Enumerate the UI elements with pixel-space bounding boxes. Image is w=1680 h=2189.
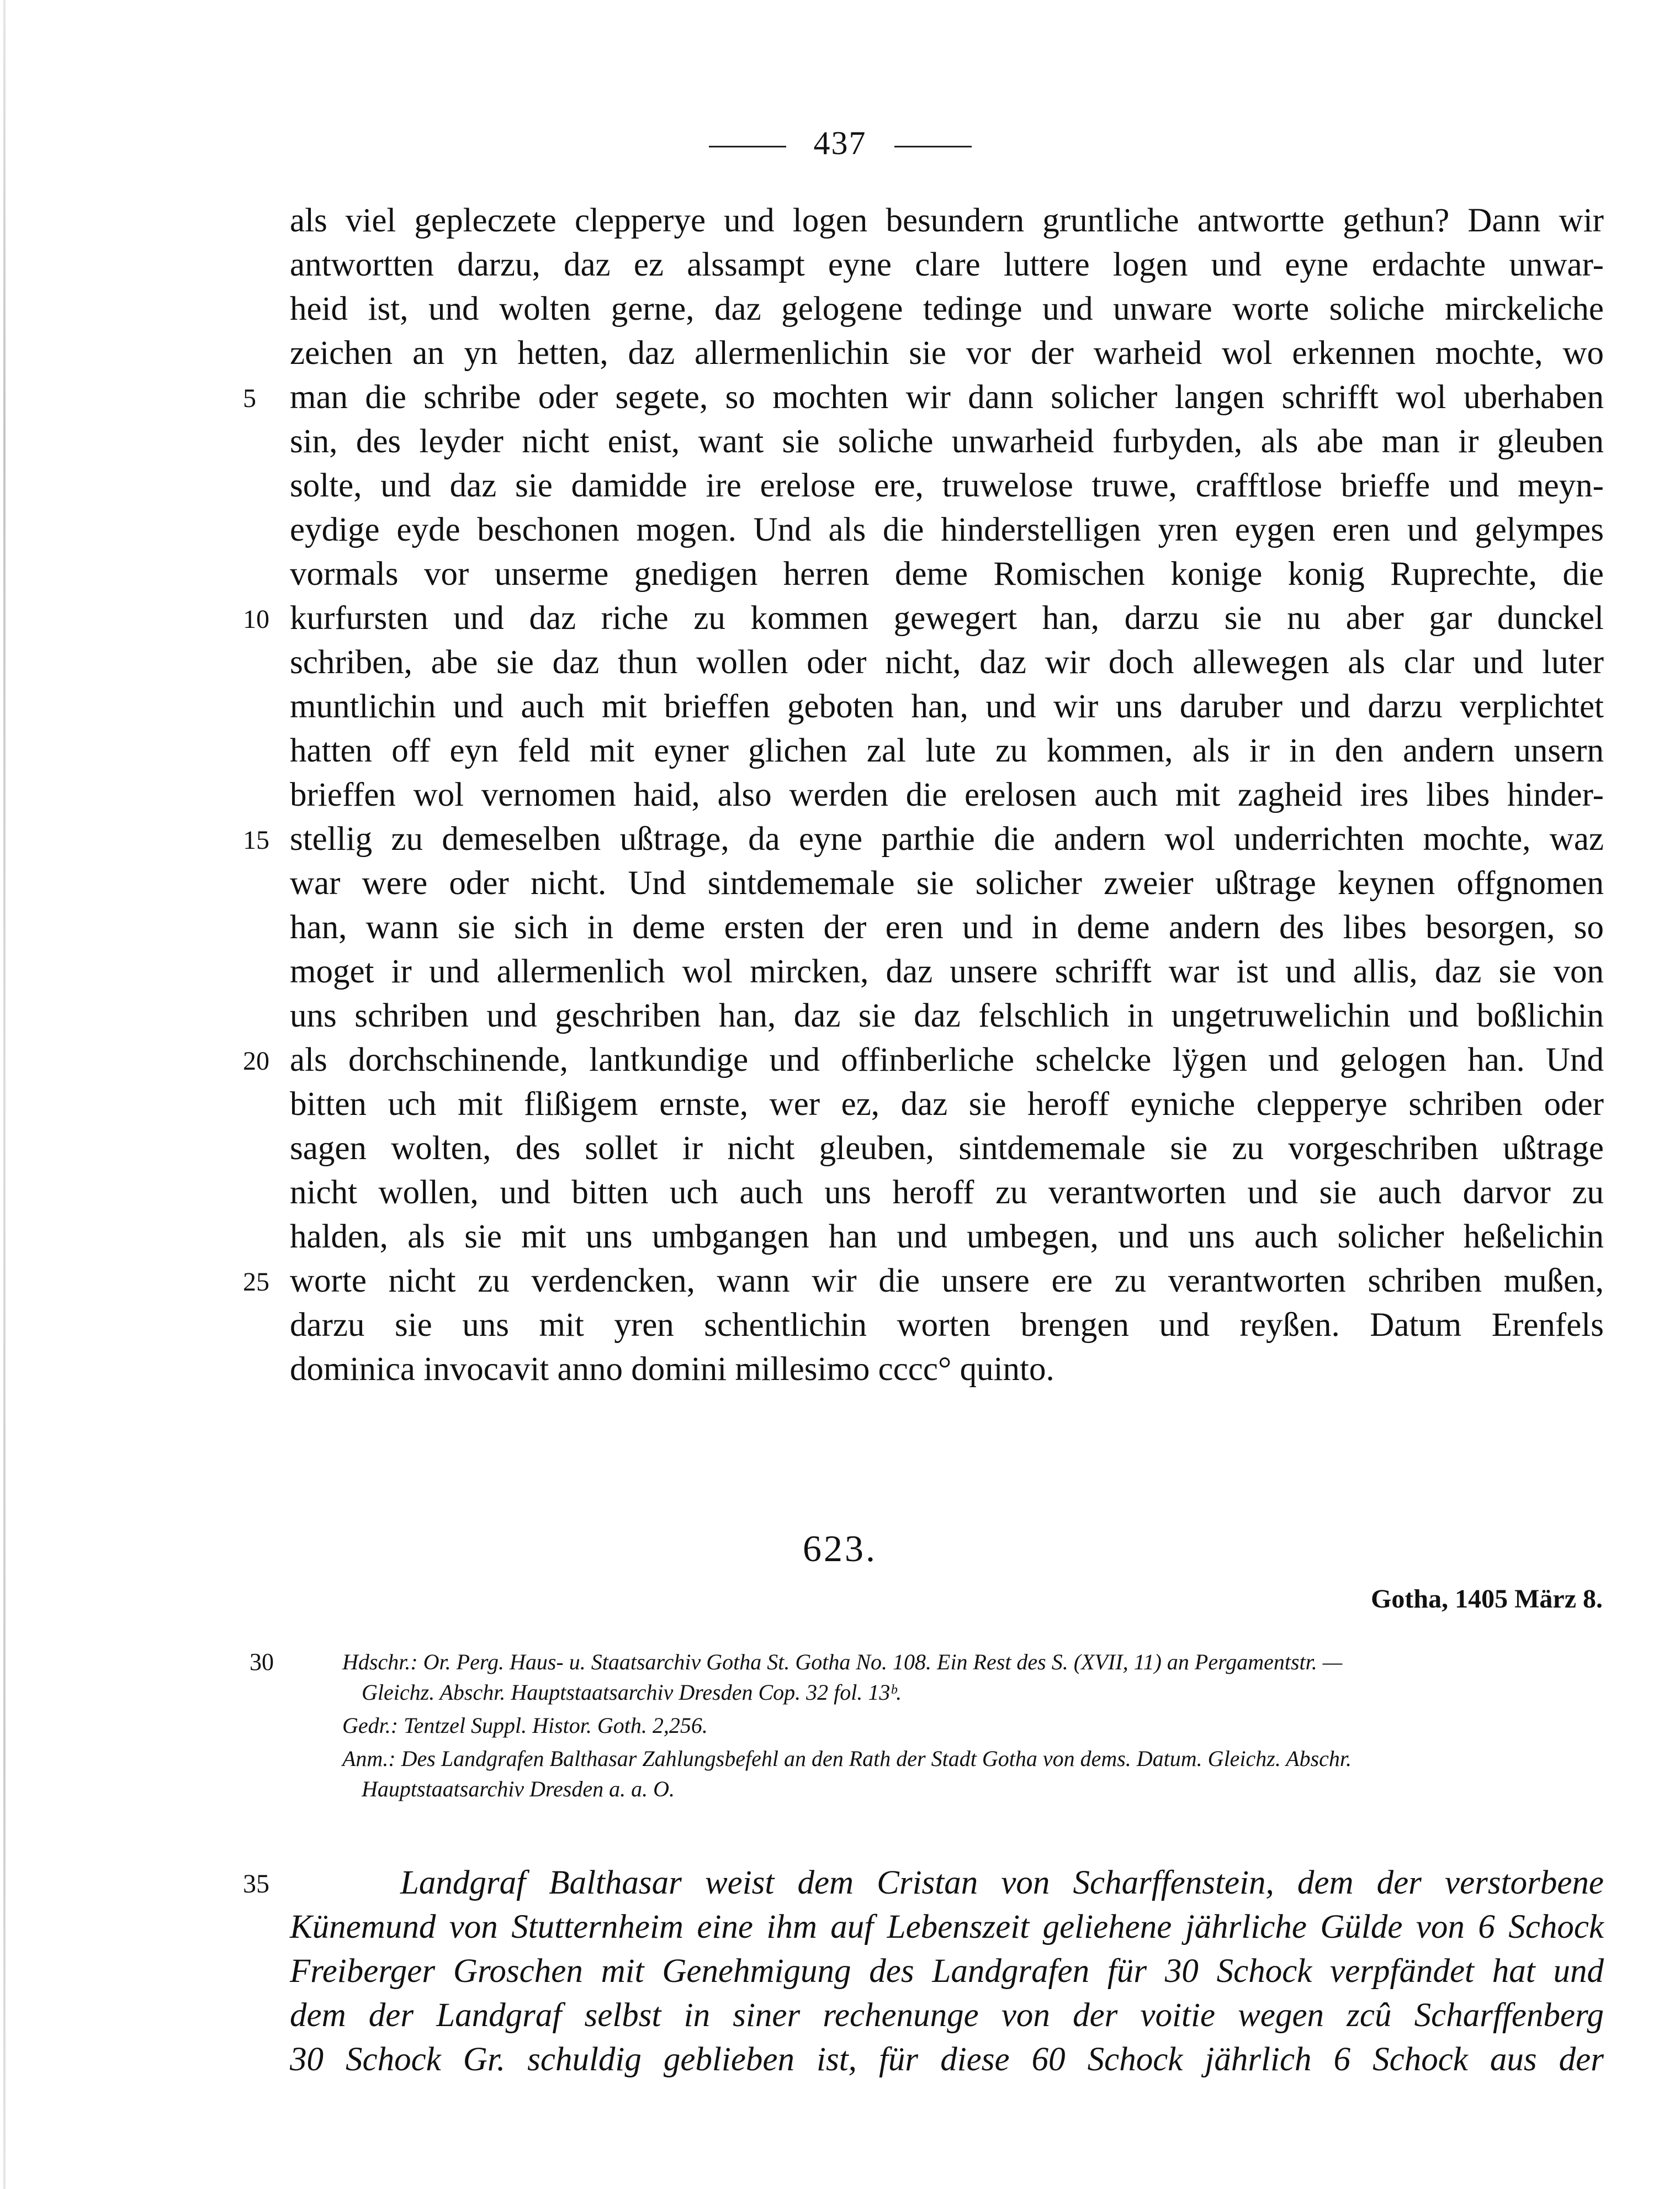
text-line: hatten off eyn feld mit eyner glichen zal lute zu kommen, als ir in den andern unsern [290,732,1604,769]
text-line: stellig zu demeselben ußtrage, da eyne parthie die andern wol underrichten mochte, waz [290,821,1604,858]
apparatus-note: Gedr.: Tentzel Suppl. Histor. Goth. 2,256. [342,1713,708,1738]
text-line: nicht wollen, und bitten uch auch uns heroff zu verantworten und sie auch darvor zu [290,1174,1604,1211]
regest-line: dem der Landgraf selbst in siner rechenunge von der voitie wegen zcû Scharffenberg [290,1997,1604,2034]
text-line: schriben, abe sie daz thun wollen oder nicht, daz wir doch allewegen als clar und luter [290,644,1604,681]
text-line: als viel gepleczete clepperye und logen besundern gruntliche antwortte gethun? Dann wir [290,202,1604,239]
place-date: Gotha, 1405 März 8. [1371,1584,1603,1614]
text-line: solte, und daz sie damidde ire erelose ere, truwelose truwe, crafftlose brieffe und meyn- [290,467,1604,504]
apparatus-note: Anm.: Des Landgrafen Balthasar Zahlungsbefehl an den Rath der Stadt Gotha von dems. Datum. Gleichz. Abschr. [342,1746,1352,1771]
regest-line: Künemund von Stutternheim eine ihm auf Lebenszeit geliehene jährliche Gülde von 6 Schock [290,1908,1604,1945]
text-line: als dorchschinende, lantkundige und offinberliche schelcke lÿgen und gelogen han. Und [290,1041,1604,1078]
text-line: man die schribe oder segete, so mochten wir dann solicher langen schrifft wol uberhaben [290,379,1604,416]
text-line: sin, des leyder nicht enist, want sie soliche unwarheid furbyden, als abe man ir gleuben [290,423,1604,460]
text-line: moget ir und allermenlich wol mircken, daz unsere schrifft war ist und allis, daz sie von [290,953,1604,990]
line-number: 35 [243,1869,269,1899]
apparatus-note: Gleichz. Abschr. Hauptstaatsarchiv Dresden Cop. 32 fol. 13ᵇ. [362,1680,902,1705]
text-line: brieffen wol vernomen haid, also werden die erelosen auch mit zagheid ires libes hinder- [290,776,1604,813]
text-line: sagen wolten, des sollet ir nicht gleuben, sintdememale sie zu vorgeschriben ußtrage [290,1130,1604,1167]
document-number: 623. [803,1527,877,1569]
text-line: antwortten darzu, daz ez alssampt eyne clare luttere logen und eyne erdachte unwar- [290,246,1604,283]
text-line: uns schriben und geschriben han, daz sie daz felschlich in ungetruwelichin und boßlichin [290,997,1604,1034]
text-line: halden, als sie mit uns umbgangen han und umbegen, und uns auch solicher heßelichin [290,1218,1604,1255]
line-number: 25 [243,1267,269,1297]
text-line: han, wann sie sich in deme ersten der eren und in deme andern des libes besorgen, so [290,909,1604,946]
text-line: zeichen an yn hetten, daz allermenlichin sie vor der warheid wol erkennen mochte, wo [290,335,1604,372]
text-line: vormals vor unserme gnedigen herren deme Romischen konige konig Ruprechte, die [290,556,1604,593]
text-line: eydige eyde beschonen mogen. Und als die hinderstelligen yren eygen eren und gelympes [290,511,1604,548]
text-line: worte nicht zu verdencken, wann wir die unsere ere zu verantworten schriben mußen, [290,1262,1604,1299]
regest-line: 30 Schock Gr. schuldig geblieben ist, für diese 60 Schock jährlich 6 Schock aus der [290,2041,1604,2078]
apparatus-note: Hdschr.: Or. Perg. Haus- u. Staatsarchiv Gotha St. Gotha No. 108. Ein Rest des S. (XVII, 11) an Pergamentstr. — [342,1649,1343,1674]
line-number: 5 [243,384,256,413]
text-line: war were oder nicht. Und sintdememale sie solicher zweier ußtrage keynen offgnomen [290,865,1604,902]
line-number: 20 [243,1046,269,1076]
text-line: muntlichin und auch mit brieffen geboten han, und wir uns daruber und darzu verplichtet [290,688,1604,725]
apparatus-note: Hauptstaatsarchiv Dresden a. a. O. [362,1776,675,1801]
text-line: kurfursten und daz riche zu kommen gewegert han, darzu sie nu aber gar dunckel [290,600,1604,637]
line-number: 10 [243,605,269,634]
text-line: dominica invocavit anno domini millesimo cccc° quinto. [290,1351,1054,1388]
page-number: 437 [813,125,867,161]
line-number: 15 [243,826,269,855]
text-line: heid ist, und wolten gerne, daz gelogene tedinge und unware worte soliche mirckeliche [290,290,1604,327]
text-line: bitten uch mit flißigem ernste, wer ez, daz sie heroff eyniche clepperye schriben oder [290,1086,1604,1123]
header-rule-left [709,146,786,147]
regest-line: Landgraf Balthasar weist dem Cristan von Scharffenstein, dem der verstorbene [400,1864,1604,1901]
page-number-header [0,124,1680,162]
text-line: darzu sie uns mit yren schentlichin worten brengen und reyßen. Datum Erenfels [290,1307,1604,1344]
page-edge-shadow [3,0,6,2189]
line-number: 30 [250,1648,274,1675]
header-rule-right [894,146,972,147]
regest-line: Freiberger Groschen mit Genehmigung des Landgrafen für 30 Schock verpfändet hat und [290,1953,1604,1990]
